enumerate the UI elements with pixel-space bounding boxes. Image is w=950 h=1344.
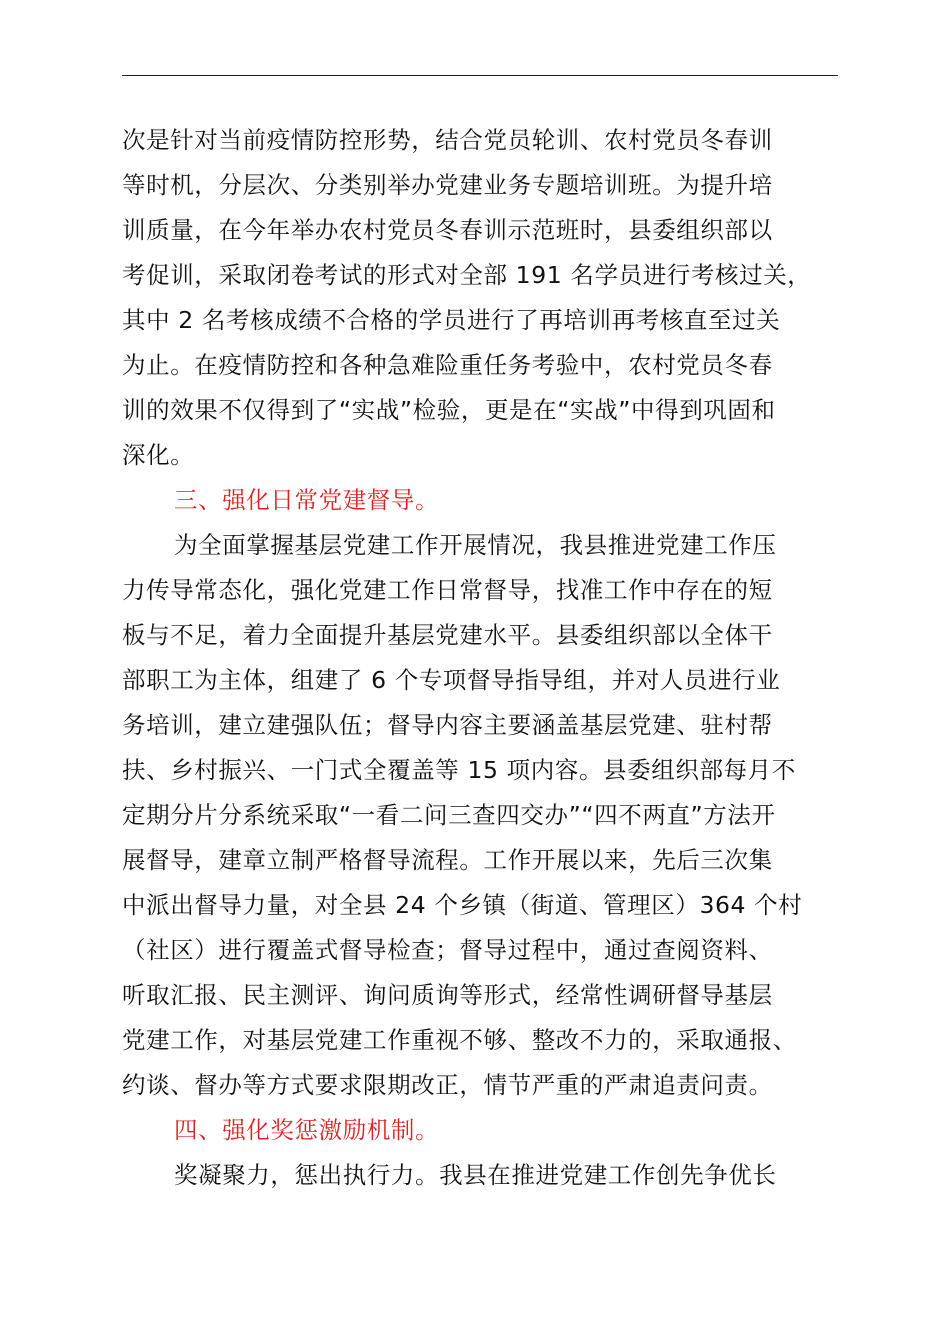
body-line: 中派出督导力量，对全县 24 个乡镇（街道、管理区）364 个村: [122, 891, 803, 919]
body-line: 党建工作，对基层党建工作重视不够、整改不力的，采取通报、: [122, 1026, 797, 1054]
body-line: 定期分片分系统采取“一看二问三查四交办”“四不两直”方法开: [122, 801, 776, 829]
header-rule: [122, 75, 838, 76]
body-line: 部职工为主体，组建了 6 个专项督导指导组，并对人员进行业: [122, 666, 781, 694]
body-line: 等时机，分层次、分类别举办党建业务专题培训班。为提升培: [122, 171, 773, 199]
body-line: 听取汇报、民主测评、询问质询等形式，经常性调研督导基层: [122, 981, 773, 1009]
body-line: 训质量，在今年举办农村党员冬春训示范班时，县委组织部以: [122, 216, 773, 244]
body-line: 训的效果不仅得到了“实战”检验，更是在“实战”中得到巩固和: [122, 396, 776, 424]
body-line: 务培训，建立建强队伍；督导内容主要涵盖基层党建、驻村帮: [122, 711, 773, 739]
body-line: 约谈、督办等方式要求限期改正，情节严重的严肃追责问责。: [122, 1071, 773, 1099]
body-line: 展督导，建章立制严格督导流程。工作开展以来，先后三次集: [122, 846, 773, 874]
paragraph-first-line: 为全面掌握基层党建工作开展情况，我县推进党建工作压: [174, 531, 777, 559]
body-line: 力传导常态化，强化党建工作日常督导，找准工作中存在的短: [122, 576, 773, 604]
body-line: 考促训，采取闭卷考试的形式对全部 191 名学员进行考核过关，: [122, 261, 812, 289]
body-line: （社区）进行覆盖式督导检查；督导过程中，通过查阅资料、: [122, 936, 773, 964]
body-line: 为止。在疫情防控和各种急难险重任务考验中，农村党员冬春: [122, 351, 773, 379]
document-body: [122, 118, 862, 1198]
section-heading: 三、强化日常党建督导。: [174, 486, 440, 514]
body-line: 深化。: [122, 441, 195, 469]
paragraph-first-line: 奖凝聚力，惩出执行力。我县在推进党建工作创先争优长: [174, 1161, 777, 1189]
section-heading: 四、强化奖惩激励机制。: [174, 1116, 440, 1144]
body-line: 次是针对当前疫情防控形势，结合党员轮训、农村党员冬春训: [122, 126, 773, 154]
body-line: 板与不足，着力全面提升基层党建水平。县委组织部以全体干: [122, 621, 773, 649]
body-line: 扶、乡村振兴、一门式全覆盖等 15 项内容。县委组织部每月不: [122, 756, 796, 784]
body-line: 其中 2 名考核成绩不合格的学员进行了再培训再考核直至过关: [122, 306, 781, 334]
